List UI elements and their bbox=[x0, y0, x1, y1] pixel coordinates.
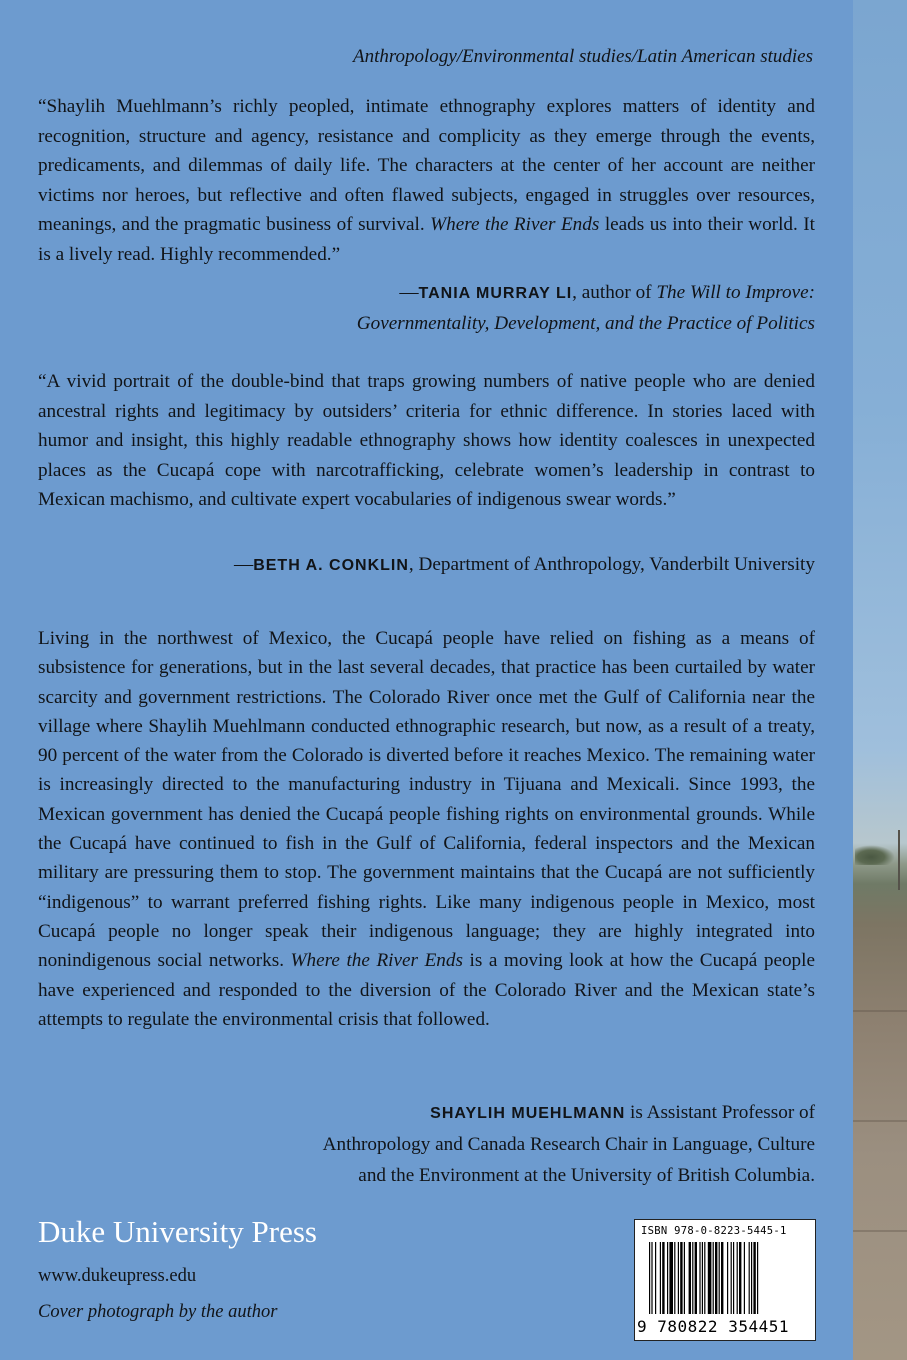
quote-1-text-b: leads us into their world. It is a lively read. Highly recommended.” bbox=[38, 214, 815, 265]
utility-pole-shape bbox=[898, 830, 900, 890]
quote-1-author: TANIA MURRAY LI bbox=[418, 285, 573, 302]
field-furrow bbox=[853, 1120, 907, 1122]
quote-1-text-a: “Shaylih Muehlmann’s richly peopled, intimate ethnography explores matters of identity and recognition, structure and agency, resistance and complicity as they emerge through the events, predicaments, and dilemmas of daily life. The characters at the center of her account are neither victims nor heroes, but reflective and often flawed subjects, engaged in struggles over resources, meanings, and the pragmatic business of survival. bbox=[38, 96, 815, 235]
author-bio bbox=[323, 1097, 815, 1191]
quote-1-attribution bbox=[357, 278, 815, 338]
cover-photo-edge bbox=[853, 0, 907, 1360]
endorsement-quote-2 bbox=[38, 367, 815, 515]
endorsement-quote-1 bbox=[38, 92, 815, 269]
tree-shape bbox=[855, 845, 895, 865]
description-book-title: Where the River Ends bbox=[290, 950, 463, 972]
isbn-label: ISBN 978-0-8223-5445-1 bbox=[641, 1225, 787, 1237]
publisher-url: www.dukeupress.edu bbox=[38, 1266, 197, 1286]
author-bio-line-1: is Assistant Professor of bbox=[625, 1102, 815, 1123]
quote-2-text: “A vivid portrait of the double-bind that traps growing numbers of native people who are denied ancestral rights and legitimacy by outsiders’ criteria for ethnic difference. In stories laced with humor and insight, this highly readable ethnography shows how identity coalesces in unexpected places as the Cucapá cope with narcotrafficking, celebrate women’s leadership in contrast to Mexican machismo, and cultivate expert vocabularies of indigenous swear words.” bbox=[38, 371, 815, 510]
quote-2-affiliation: , Department of Anthropology, Vanderbilt University bbox=[408, 554, 815, 575]
author-bio-line-3: and the Environment at the University of British Columbia. bbox=[358, 1165, 815, 1186]
author-name: SHAYLIH MUEHLMANN bbox=[430, 1105, 626, 1122]
quote-1-book-line-1: The Will to Improve: bbox=[656, 282, 815, 303]
field-furrow bbox=[853, 1230, 907, 1232]
quote-2-author: BETH A. CONKLIN bbox=[253, 557, 409, 574]
book-description bbox=[38, 624, 815, 1034]
quote-1-book-title: Where the River Ends bbox=[430, 214, 600, 235]
barcode-digits: 9 780822 354451 bbox=[637, 1317, 789, 1336]
photo-credit: Cover photograph by the author bbox=[38, 1302, 278, 1322]
publisher-name: Duke University Press bbox=[38, 1214, 317, 1249]
barcode-bars-icon bbox=[649, 1242, 809, 1320]
quote-2-dash: — bbox=[234, 554, 254, 575]
isbn-barcode bbox=[634, 1219, 816, 1341]
field-furrow bbox=[853, 1010, 907, 1012]
author-bio-line-2: Anthropology and Canada Research Chair in Language, Culture bbox=[322, 1134, 815, 1155]
quote-1-author-of: , author of bbox=[572, 282, 657, 303]
quote-1-dash: — bbox=[399, 282, 419, 303]
description-text-a: Living in the northwest of Mexico, the Cucapá people have relied on fishing as a means of subsistence for generations, but in the last several decades, that practice has been curtailed by water scarcity and government restrictions. The Colorado River once met the Gulf of California near the village where Shaylih Muehlmann conducted ethnographic research, but now, as a result of a treaty, 90 percent of the water from the Colorado is diverted before it reaches Mexico. The remaining water is increasingly directed to the manufacturing industry in Tijuana and Mexicali. Since 1993, the Mexican government has denied the Cucapá people fishing rights on environmental grounds. While the Cucapá have continued to fish in the Gulf of California, federal inspectors and the Mexican military are pressuring them to stop. The government maintains that the Cucapá are not sufficiently “indigenous” to warrant preferred fishing rights. Like many indigenous people in Mexico, most Cucapá people no longer speak their indigenous language; they are highly integrated into nonindigenous social networks. bbox=[38, 628, 815, 972]
category-label: Anthropology/Environmental studies/Latin American studies bbox=[352, 46, 813, 67]
quote-2-attribution bbox=[234, 550, 815, 581]
quote-1-book-line-2: Governmentality, Development, and the Practice of Politics bbox=[356, 312, 815, 334]
description-text-b: is a moving look at how the Cucapá people have experienced and responded to the diversion of the Colorado River and the Mexican state’s attempts to regulate the environmental crisis that followed. bbox=[38, 950, 815, 1030]
